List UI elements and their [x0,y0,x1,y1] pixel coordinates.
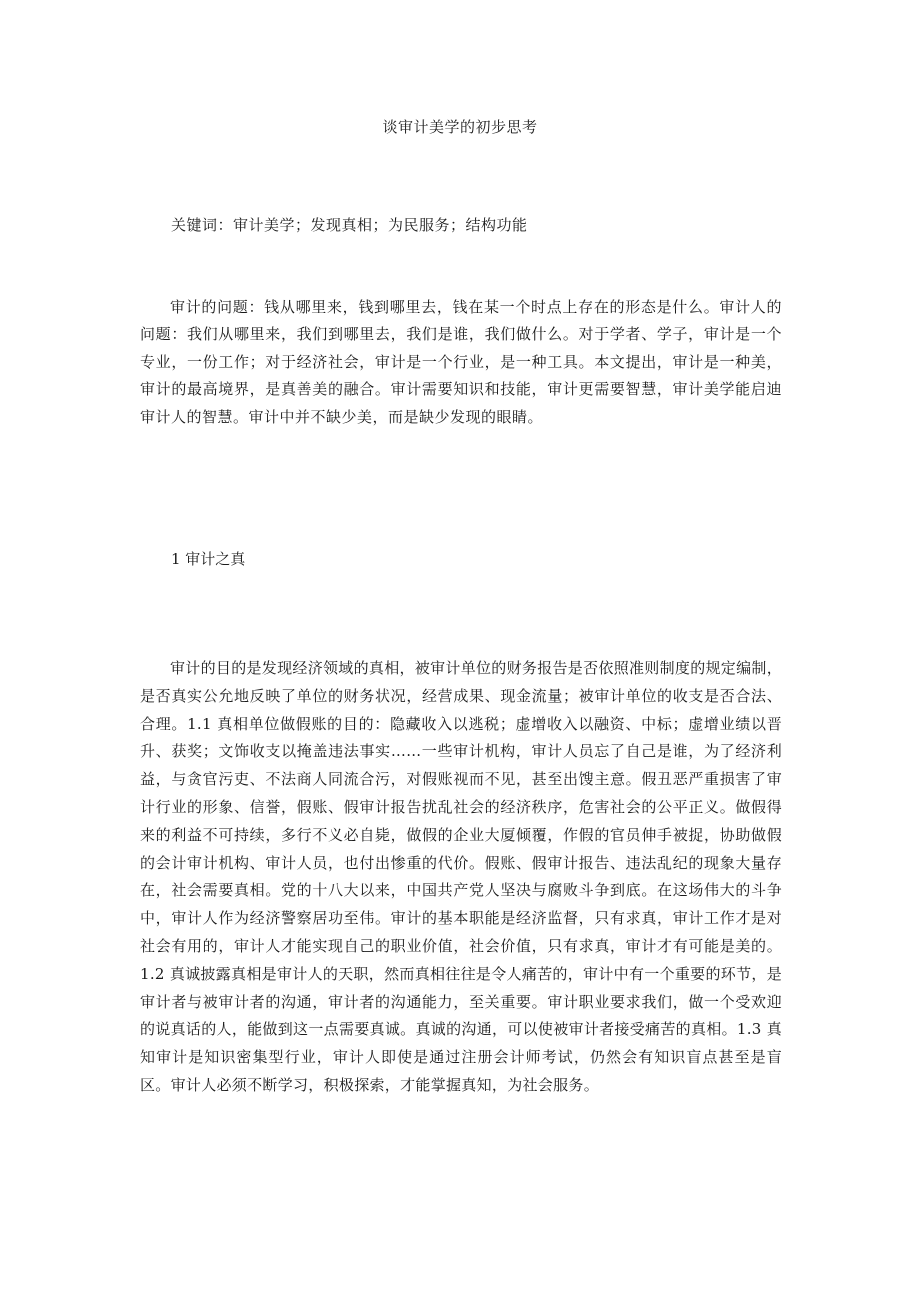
keywords-line: 关键词：审计美学；发现真相；为民服务；结构功能 [171,216,528,234]
abstract-paragraph: 审计的问题：钱从哪里来，钱到哪里去，钱在某一个时点上存在的形态是什么。审计人的问题：我们从哪里来，我们到哪里去，我们是谁，我们做什么。对于学者、学子，审计是一个专业，一份工作；对于经济社会，审计是一个行业，是一种工具。本文提出，审计是一种美，审计的最高境界，是真善美的融合。审计需要知识和技能，审计更需要智慧，审计美学能启迪审计人的智慧。审计中并不缺少美，而是缺少发现的眼睛。 [140,298,782,426]
document-title: 谈审计美学的初步思考 [382,118,538,136]
section-1-heading: 1 审计之真 [171,550,246,568]
section-1-paragraph: 审计的目的是发现经济领域的真相，被审计单位的财务报告是否依照准则制度的规定编制，是否真实公允地反映了单位的财务状况，经营成果、现金流量；被审计单位的收支是否合法、合理。1.1 真相单位做假账的目的：隐藏收入以逃税；虚增收入以融资、中标；虚增业绩以晋升、获奖；文饰收支以掩盖违法事实……一些审计机构，审计人员忘了自己是谁，为了经济利益，与贪官污吏、不法商人同流合污，对假账视而不见，甚至出馊主意。假丑恶严重损害了审计行业的形象、信誉，假账、假审计报告扰乱社会的经济秩序，危害社会的公平正义。做假得来的利益不可持续，多行不义必自毙，做假的企业大厦倾覆，作假的官员伸手被捉，协助做假的会计审计机构、审计人员，也付出惨重的代价。假账、假审计报告、违法乱纪的现象大量存在，社会需要真相。党的十八大以来，中国共产党人坚决与腐败斗争到底。在这场伟大的斗争中，审计人作为经济警察居功至伟。审计的基本职能是经济监督，只有求真，审计工作才是对社会有用的，审计人才能实现自己的职业价值，社会价值，只有求真，审计才有可能是美的。1.2 真诚披露真相是审计人的天职，然而真相往往是令人痛苦的，审计中有一个重要的环节，是审计者与被审计者的沟通，审计者的沟通能力，至关重要。审计职业要求我们，做一个受欢迎的说真话的人，能做到这一点需要真诚。真诚的沟通，可以使被审计者接受痛苦的真相。1.3 真知审计是知识密集型行业，审计人即使是通过注册会计师考试，仍然会有知识盲点甚至是盲区。审计人必须不断学习，积极探索，才能掌握真知，为社会服务。 [140,659,783,1094]
